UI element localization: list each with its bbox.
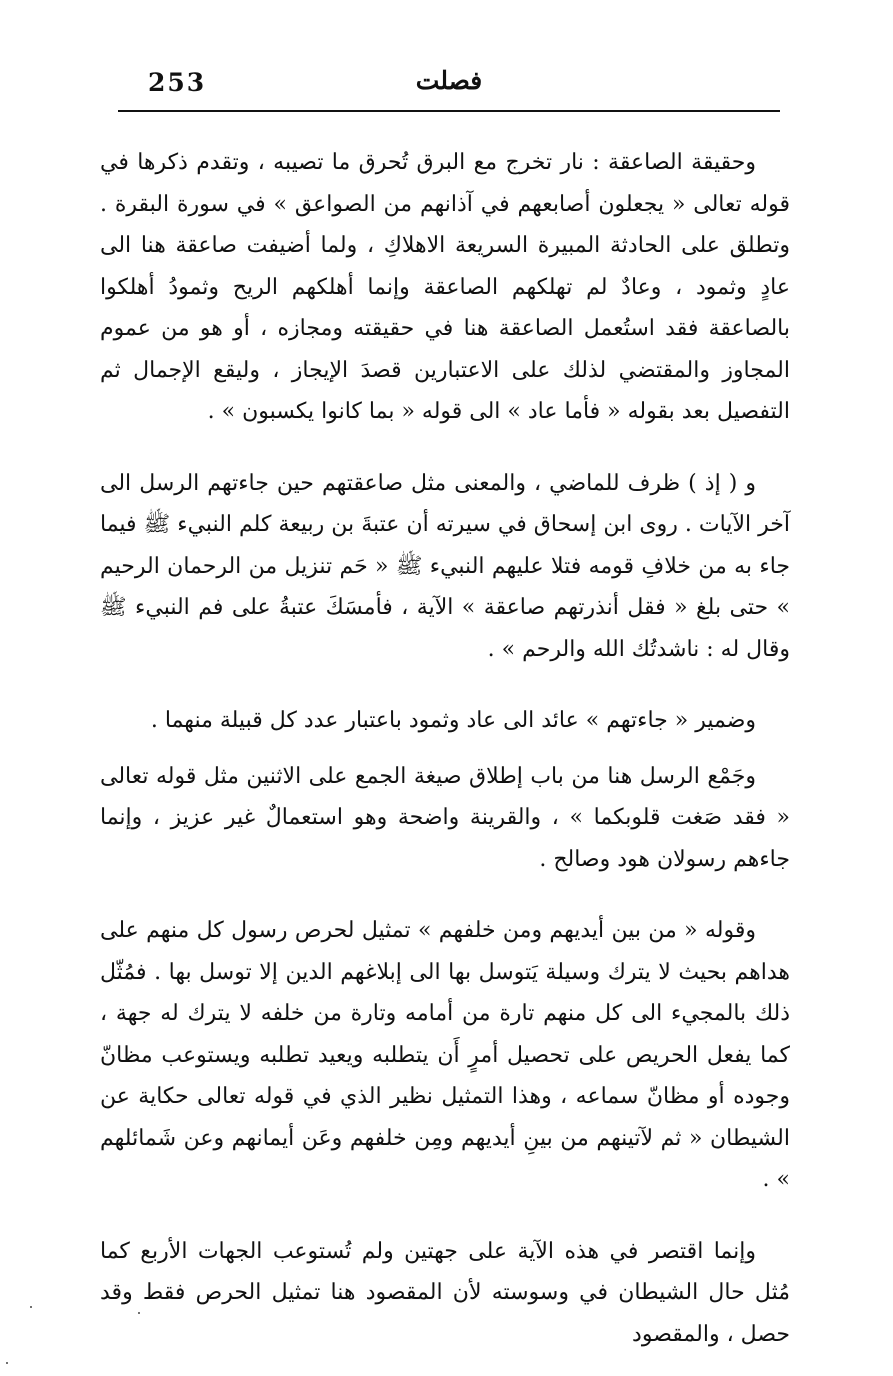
scan-speck [138,1312,140,1314]
scan-speck [30,1306,32,1308]
paragraph-plural-messengers: وجَمْع الرسل هنا من باب إطلاق صيغة الجمع على الاثنين مثل قوله تعالى « فقد صَغت قلوبكما » ، والقرينة واضحة وهو استعمالٌ غير عزيز ، وإنما جاءهم رسولان هود وصالح . [100,763,790,872]
paragraph-front-and-behind: وقوله « من بين أيديهم ومن خلفهم » تمثيل لحرص رسول كل منهم على هداهم بحيث لا يترك وسيلة يَتوسل بها الى إبلاغهم الدين إلا توسل بها . فمُثّل ذلك بالمجيء الى كل منهم تارة من أمامه وتارة من خلفه لا يترك له جهة ، كما يفعل الحريص على تحصيل أمرٍ أَن يتطلبه ويعيد تطلبه ويستوعب مظانّ وجوده أو مظانّ سماعه ، وهذا التمثيل نظير الذي في قوله تعالى حكاية عن الشيطان « ثم لآتينهم من بينِ أيديهم ومِن خلفهم وعَن أيمانهم وعن شَمائلهم » . [100,918,790,1192]
running-title: فصلت [415,66,483,95]
page-number: 253 [148,68,207,97]
scan-speck [6,1362,8,1364]
paragraph-lightning-definition: وحقيقة الصاعقة : نار تخرج مع البرق تُحرق ما تصيبه ، وتقدم ذكرها في قوله تعالى « يجعلون أصابعهم في آذانهم من الصواعق » في سورة البقرة . وتطلق على الحادثة المبيرة السريعة الاهلاكِ ، ولما أضيفت صاعقة هنا الى عادٍ وثمود ، وعادٌ لم تهلكهم الصاعقة وإنما أهلكهم الريح وثمودُ أهلكوا بالصاعقة فقد استُعمل الصاعقة هنا في حقيقته ومجازه ، أو هو من عموم المجاوز والمقتضي لذلك على الاعتبارين قصدَ الإيجاز ، وليقع الإجمال ثم التفصيل بعد بقوله « فأما عاد » الى قوله « بما كانوا يكسبون » . [100,150,790,424]
paragraph-pronoun-reference: وضمير « جاءتهم » عائد الى عاد وثمود باعتبار عدد كل قبيلة منهما . [150,708,756,733]
paragraph-two-directions: وإنما اقتصر في هذه الآية على جهتين ولم تُستوعب الجهات الأربع كما مُثل حال الشيطان في وسوسته لأن المقصود هنا تمثيل الحرص فقط وقد حصل ، والمقصود [100,1238,790,1347]
page-header [118,58,780,112]
body-text [100,142,790,1355]
paragraph-idh-time-adverb: و ( إذ ) ظرف للماضي ، والمعنى مثل صاعقتهم حين جاءتهم الرسل الى آخر الآيات . روى ابن إسحاق في سيرته أن عتبةَ بن ربيعة كلم النبيء ﷺ فيما جاء به من خلافِ قومه فتلا عليهم النبيء ﷺ « حَم تنزيل من الرحمان الرحيم » حتى بلغ « فقل أنذرتهم صاعقة » الآية ، فأمسَكَ عتبةُ على فم النبيء ﷺ وقال له : ناشدتُك الله والرحم » . [100,470,790,662]
